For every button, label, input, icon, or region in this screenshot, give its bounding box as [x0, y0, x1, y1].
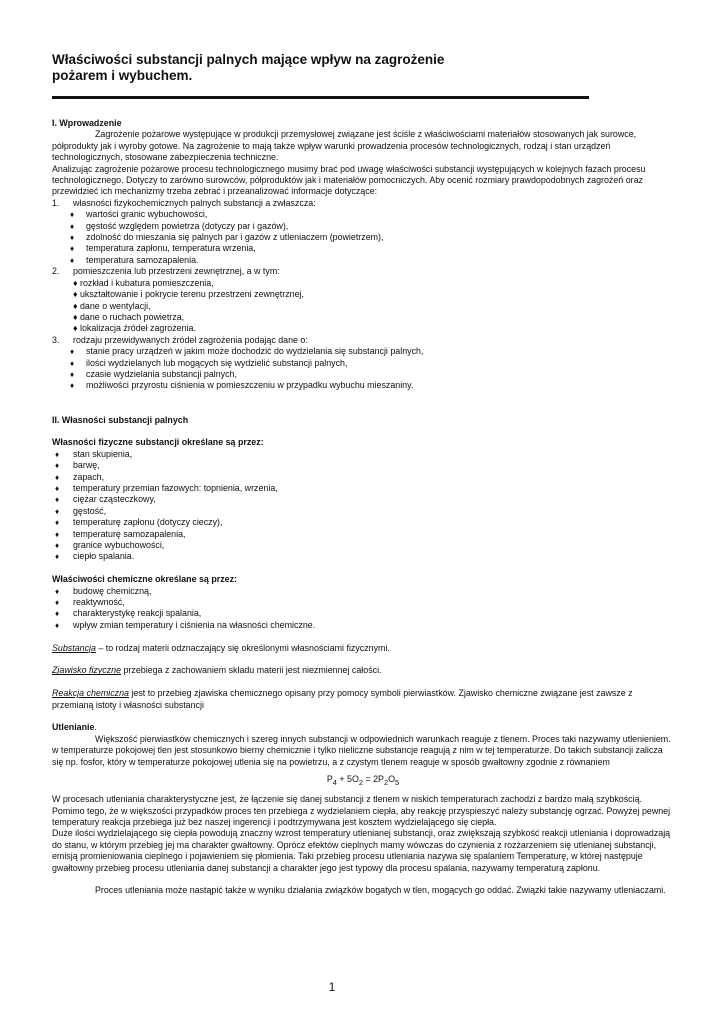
diamond-bullet-icon: ♦ — [70, 233, 75, 243]
diamond-bullet-icon: ♦ — [55, 529, 60, 539]
diamond-bullet-icon: ♦ — [55, 495, 60, 505]
document-title — [52, 52, 674, 83]
title-line-1: Właściwości substancji palnych mające wpływ na zagrożenie — [52, 52, 445, 67]
list-item: ♦ ilości wydzielanych lub mogących się wydzielić substancji palnych, — [70, 357, 348, 368]
list-number: 3. — [52, 334, 60, 345]
oxidation-paragraph-3: Duże ilości wydzielającego się ciepła powodują znaczny wzrost temperatury utlenianej substancji, oraz zwiększają szybkość reakcji utleniania i doprowadzają do stanu, w którym przebieg jej ma charakter gwałtowny. Oprócz efektów cieplnych mamy wówczas do czynienia z rozżarzeniem się utlenianej substancji, emisją promieniowania cieplnego i pojawieniem się płomienia. Taki przebieg procesu utleniania nazywa się spalaniem Temperaturę, w której następuje gwałtowny przebieg procesu utleniania danej substancji a charakter jego jest typowy dla procesu spalania, nazywamy temperaturą zapłonu. — [52, 828, 671, 873]
diamond-bullet-icon: ♦ — [70, 369, 75, 379]
diamond-bullet-icon: ♦ — [55, 609, 60, 619]
defined-term: Reakcja chemiczna — [52, 688, 129, 699]
phosphorus-equation: $P_4 + 5O_2 = 2P_2O_5$ — [326, 774, 400, 787]
list-item: ♦ czasie wydzielania substancji palnych, — [70, 368, 237, 379]
page-number: 1 — [328, 980, 336, 994]
diamond-bullet-icon: ♦ — [70, 221, 75, 231]
intro-paragraph-2: Analizując zagrożenie pożarowe procesu technologicznego musimy brać pod uwagę właściwości substancji występujących w kolejnych fazach procesu technologicznego. Dotyczy to zarówno surowców, półproduktów jak i materiałów pomocniczych. Aby ocenić rozmiary prawdopodobnych zagrożeń oraz przewidzieć ich mechanizmy trzeba zebrać i przeanalizować informacje dotyczące: — [52, 163, 646, 197]
definition-substance: Substancja – to rodzaj materii odznaczający się określonymi własnościami fizycznymi. — [52, 642, 390, 653]
list-item: ♦ dane o wentylacji, — [73, 300, 151, 311]
oxidation-paragraph-1: Większość pierwiastków chemicznych i szereg innych substancji w odpowiednich warunkach reaguje z tlenem. Proces taki nazywamy utlenieniem. w temperaturze pokojowej tlen jest stosunkowo bierny chemicznie i tylko nieliczne substancje reagują z nim w tej temperaturze. Do takich substancji zalicza się np. fosfor, który w temperaturze pokojowej utlenia się na powietrzu, a z czystym tlenem reaguje w sposób gwałtowny zgodnie z równaniem — [52, 733, 671, 767]
document-body — [52, 118, 674, 897]
list-item: ♦ wpływ zmian temperatury i ciśnienia na własności chemiczne. — [55, 619, 316, 630]
list-item: ♦ temperatura samozapalenia. — [70, 254, 199, 265]
intro-list-item-3 — [52, 335, 674, 346]
diamond-bullet-icon: ♦ — [70, 347, 75, 357]
list-item: ♦ charakterystykę reakcji spalania, — [55, 608, 202, 619]
diamond-bullet-icon: ♦ — [70, 210, 75, 220]
diamond-bullet-icon: ♦ — [70, 381, 75, 391]
list-item: ♦ możliwości przyrostu ciśnienia w pomieszczeniu w przypadku wybuchu mieszaniny. — [70, 380, 414, 391]
oxidation-paragraph-2: W procesach utleniania charakterystyczne jest, że łączenie się danej substancji z tlenem w niskich temperaturach zachodzi z bardzo małą szybkością. Pomimo tego, że w większości przypadków proces ten przebiega z wydzielaniem ciepła, aby reakcję przyspieszyć należy substancję ogrzać. Powyżej pewnej temperatury reakcja przebiega już bez naszej ingerencji i podtrzymywana jest kosztem wydzielającego się ciepła. — [52, 794, 671, 828]
definition-physical-phenomenon: Zjawisko fizyczne przebiega z zachowaniem składu materii jest niezmiennej całości. — [52, 665, 382, 676]
diamond-bullet-icon: ♦ — [55, 552, 60, 562]
list-item: ♦ ciepło spalania. — [55, 551, 135, 562]
list-item: ♦ temperatura zapłonu, temperatura wrzenia, — [70, 243, 256, 254]
list-item: ♦ reaktywność, — [55, 597, 125, 607]
list-item-text: pomieszczenia lub przestrzeni zewnętrznej, a w tym: — [73, 266, 280, 277]
section-2-heading: II. Własności substancji palnych — [52, 414, 189, 425]
diamond-bullet-icon: ♦ — [55, 586, 60, 596]
diamond-bullet-icon: ♦ — [55, 598, 60, 607]
list-item: ♦ stan skupienia, — [55, 448, 133, 459]
list-number: 2. — [52, 266, 60, 277]
intro-list-item-1 — [52, 198, 674, 209]
document-page — [52, 52, 674, 897]
oxidation-heading: Utlenianie. — [52, 722, 97, 733]
defined-term: Substancja — [52, 642, 96, 653]
list-item: ♦ temperaturę zapłonu (dotyczy cieczy), — [55, 517, 223, 528]
list-item: ♦ ciężar cząsteczkowy, — [55, 494, 156, 505]
list-item: ♦ temperaturę samozapalenia, — [55, 528, 186, 539]
defined-term: Zjawisko fizyczne — [52, 665, 122, 676]
diamond-bullet-icon: ♦ — [55, 472, 60, 482]
diamond-bullet-icon: ♦ — [55, 620, 60, 630]
list-item: ♦ rozkład i kubatura pomieszczenia, — [73, 277, 214, 288]
list-item: ♦ gęstość względem powietrza (dotyczy par i gazów), — [70, 220, 289, 231]
diamond-bullet-icon: ♦ — [55, 449, 60, 459]
diamond-bullet-icon: ♦ — [55, 518, 60, 528]
list-item: ♦ stanie pracy urządzeń w jakim może dochodzić do wydzielania się substancji palnych, — [70, 346, 424, 357]
intro-list-item-2 — [52, 266, 674, 277]
list-item: ♦ wartości granic wybuchowości, — [70, 209, 208, 220]
diamond-bullet-icon: ♦ — [55, 483, 60, 493]
list-item: ♦ dane o ruchach powietrza, — [73, 311, 185, 322]
diamond-bullet-icon: ♦ — [55, 540, 60, 550]
oxidation-paragraph-4: Proces utleniania może nastąpić także w wyniku działania związków bogatych w tlen, mogących go oddać. Związki takie nazywamy utleniaczami. — [95, 885, 666, 896]
diamond-bullet-icon: ♦ — [70, 244, 75, 254]
title-rule — [52, 96, 589, 99]
list-item-text: własności fizykochemicznych palnych substancji a zwłaszcza: — [73, 197, 316, 208]
list-item: ♦ zdolność do mieszania się palnych par i gazów z utleniaczem (powietrzem), — [70, 232, 384, 243]
definition-chemical-reaction: Reakcja chemiczna jest to przebieg zjawiska chemicznego opisany przy pomocy symboli pierwiastków. Zjawisko chemiczne związane jest zawsze z przemianą istoty i własności substancji — [52, 688, 633, 710]
list-number: 1. — [52, 197, 60, 208]
list-item: ♦ lokalizacja źródeł zagrożenia. — [73, 323, 196, 334]
diamond-bullet-icon: ♦ — [55, 506, 60, 516]
list-item-text: rodzaju przewidywanych źródeł zagrożenia podając dane o: — [73, 334, 308, 345]
intro-paragraph-1: Zagrożenie pożarowe występujące w produkcji przemysłowej związane jest ściśle z właściwościami materiałów stosowanych jak surowce, półprodukty jak i wyroby gotowe. Na zagrożenie to mają także wpływ warunki prowadzenia procesów technologicznych, rodzaj i stan urządzeń technologicznych, stosowane zabezpieczenia techniczne. — [52, 129, 637, 163]
list-item: ♦ ukształtowanie i pokrycie terenu przestrzeni zewnętrznej, — [73, 289, 304, 300]
list-item: ♦ budowę chemiczną, — [55, 585, 152, 596]
list-item: ♦ gęstość, — [55, 505, 107, 516]
title-line-2: pożarem i wybuchem. — [52, 67, 193, 83]
list-item: ♦ zapach, — [55, 471, 105, 482]
list-item: ♦ temperatury przemian fazowych: topnienia, wrzenia, — [55, 482, 278, 493]
chemical-properties-heading: Właściwości chemiczne określane są przez: — [52, 574, 237, 585]
diamond-bullet-icon: ♦ — [55, 461, 60, 471]
intro-heading: I. Wprowadzenie — [52, 118, 122, 128]
diamond-bullet-icon: ♦ — [70, 255, 75, 265]
physical-properties-heading: Własności fizyczne substancji określane są przez: — [52, 437, 264, 448]
diamond-bullet-icon: ♦ — [70, 358, 75, 368]
list-item: ♦ barwę, — [55, 460, 100, 471]
list-item: ♦ granice wybuchowości, — [55, 539, 165, 550]
